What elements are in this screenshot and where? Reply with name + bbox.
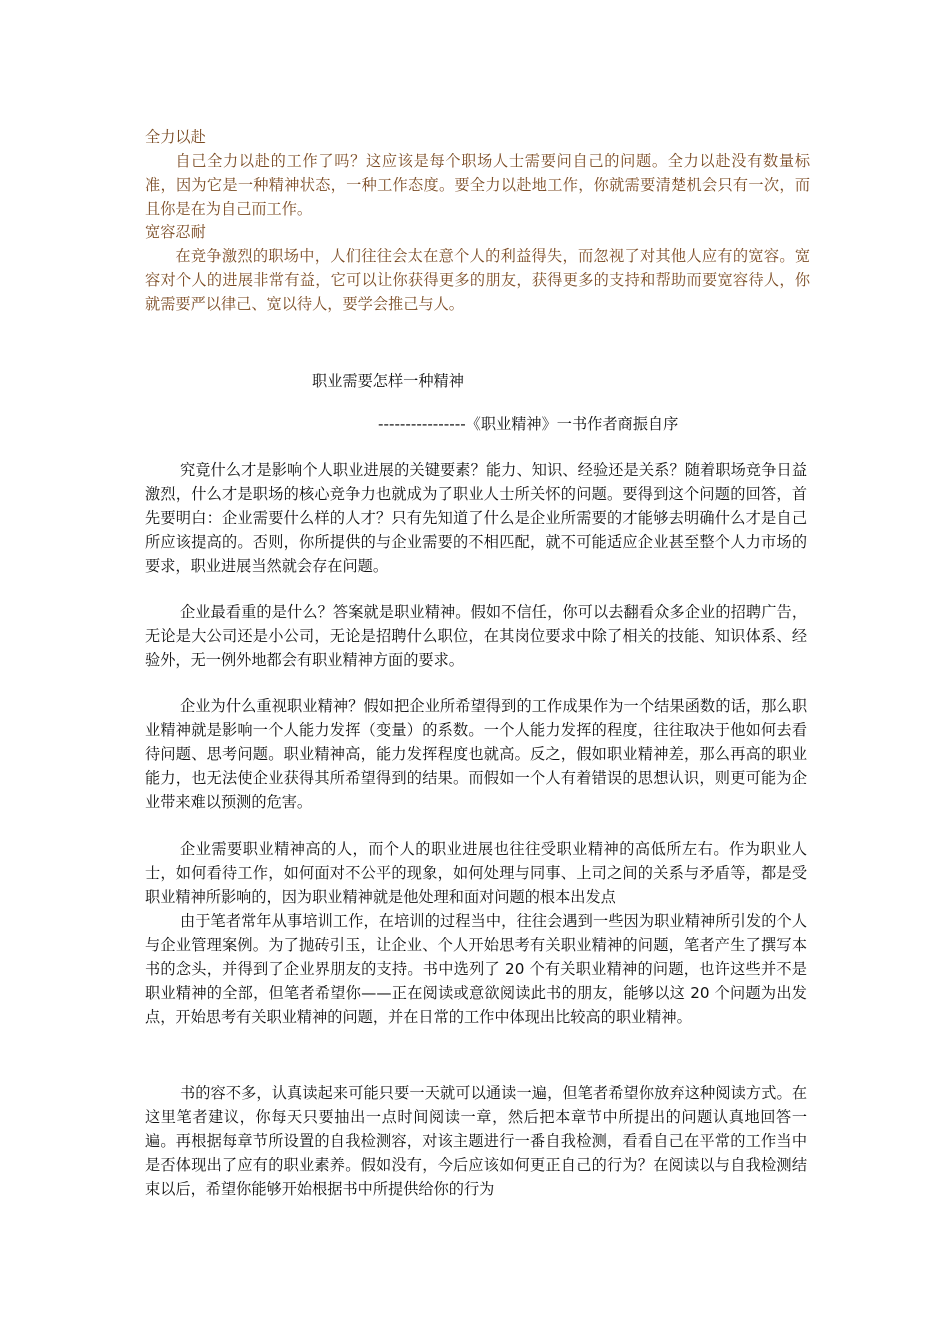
- paragraph-block: [145, 600, 807, 672]
- paragraph-block: [145, 837, 807, 1029]
- paragraph: 由于笔者常年从事培训工作，在培训的过程当中，往往会遇到一些因为职业精神所引发的个人与企业管理案例。为了抛砖引玉，让企业、个人开始思考有关职业精神的问题，笔者产生了撰写本书的念头，并得到了企业界朋友的支持。书中选列了 20 个有关职业精神的问题，也许这些并不是职业精神的全部，但笔者希望你——正在阅读或意欲阅读此书的朋友，能够以这 20 个问题为出发点，开始思考有关职业精神的问题，并在日常的工作中体现出比较高的职业精神。: [145, 912, 807, 1026]
- paragraph-block: [145, 1081, 807, 1201]
- paragraph: 企业最看重的是什么？答案就是职业精神。假如不信任，你可以去翻看众多企业的招聘广告，无论是大公司还是小公司，无论是招聘什么职位，在其岗位要求中除了相关的技能、知识体系、经验外，无一例外地都会有职业精神方面的要求。: [145, 603, 807, 669]
- paragraph: 企业为什么重视职业精神？假如把企业所希望得到的工作成果作为一个结果函数的话，那么职业精神就是影响一个人能力发挥（变量）的系数。一个人能力发挥的程度，往往取决于他如何去看待问题、思考问题。职业精神高，能力发挥程度也就高。反之，假如职业精神差，那么再高的职业能力，也无法使企业获得其所希望得到的结果。而假如一个人有着错误的思想认识，则更可能为企业带来难以预测的危害。: [145, 697, 807, 811]
- article-subtitle: ----------------《职业精神》一书作者商振自序: [378, 415, 679, 433]
- article-title: 职业需要怎样一种精神: [312, 372, 464, 390]
- paragraph: 书的容不多，认真读起来可能只要一天就可以通读一遍，但笔者希望你放弃这种阅读方式。在这里笔者建议，你每天只要抽出一点时间阅读一章，然后把本章节中所提出的问题认真地回答一遍。再根据每章节所设置的自我检测容，对该主题进行一番自我检测，看看自己在平常的工作当中是否体现出了应有的职业素养。假如没有，今后应该如何更正自己的行为？在阅读以与自我检测结束以后，希望你能够开始根据书中所提供给你的行为: [145, 1084, 807, 1198]
- paragraph: 企业需要职业精神高的人，而个人的职业进展也往往受职业精神的高低所左右。作为职业人士，如何看待工作，如何面对不公平的现象，如何处理与同事、上司之间的关系与矛盾等，都是受职业精神所影响的，因为职业精神就是他处理和面对问题的根本出发点: [145, 840, 807, 906]
- section-text-quanli: 自己全力以赴的工作了吗？这应该是每个职场人士需要问自己的问题。全力以赴没有数量标准，因为它是一种精神状态，一种工作态度。要全力以赴地工作，你就需要清楚机会只有一次，而且你是在为自己而工作。: [145, 152, 810, 218]
- section-text-kuanrong: 在竞争激烈的职场中，人们往往会太在意个人的利益得失，而忽视了对其他人应有的宽容。宽容对个人的进展非常有益，它可以让你获得更多的朋友，获得更多的支持和帮助而要宽容待人，你就需要严以律己、宽以待人，要学会推己与人。: [145, 247, 810, 313]
- paragraph-block: [145, 694, 807, 814]
- paragraph: 究竟什么才是影响个人职业进展的关键要素？能力、知识、经验还是关系？随着职场竞争日益激烈，什么才是职场的核心竞争力也就成为了职业人士所关怀的问题。要得到这个问题的回答，首先要明白：企业需要什么样的人才？只有先知道了什么是企业所需要的才能够去明确什么才是自己所应该提高的。否则，你所提供的与企业需要的不相匹配，就不可能适应企业甚至整个人力市场的要求，职业进展当然就会存在问题。: [145, 461, 807, 575]
- intro-sections: [145, 126, 810, 316]
- section-heading-kuanrong: 宽容忍耐: [145, 223, 206, 241]
- section-heading-quanli: 全力以赴: [145, 128, 206, 146]
- paragraph-block: [145, 458, 807, 578]
